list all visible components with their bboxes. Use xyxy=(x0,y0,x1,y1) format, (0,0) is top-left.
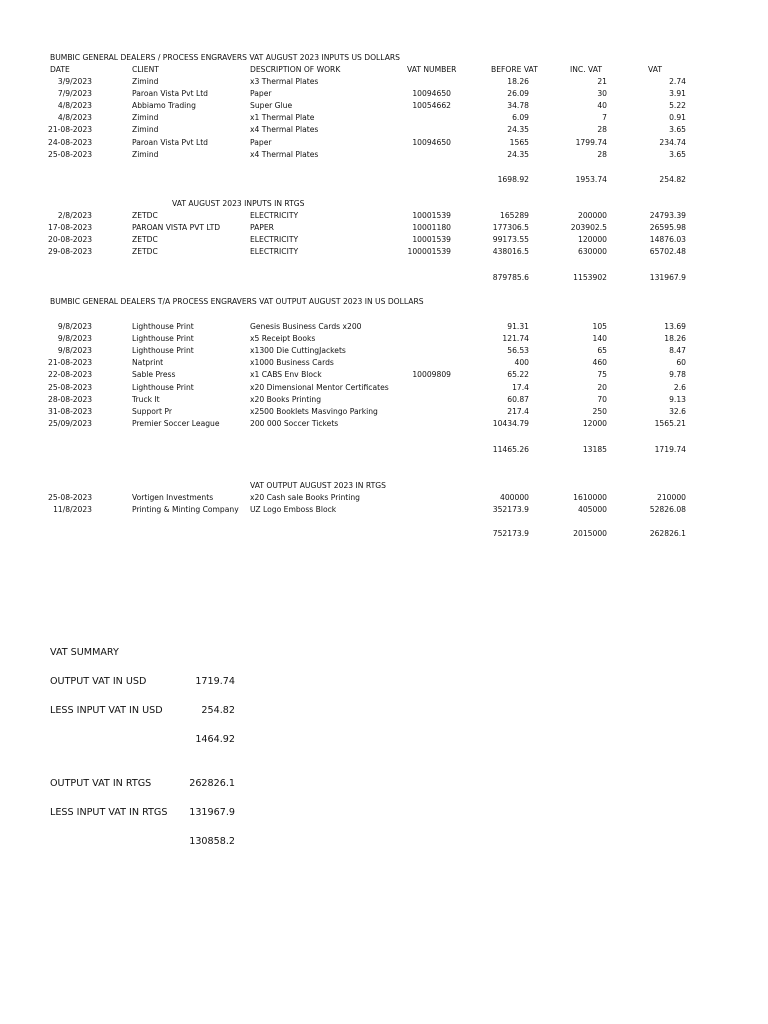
before-vat-cell: 91.31 xyxy=(507,322,529,331)
total-cell: 1953.74 xyxy=(575,175,607,184)
vat-number-cell: 10009809 xyxy=(412,370,451,380)
client-cell: Zimind xyxy=(132,113,159,123)
date-cell: 17-08-2023 xyxy=(48,223,93,233)
section-title-rtgs-output: VAT OUTPUT AUGUST 2023 IN RTGS xyxy=(250,481,386,490)
description-cell: 200 000 Soccer Tickets xyxy=(250,418,339,428)
before-vat-cell: 165289 xyxy=(500,211,529,220)
before-vat-cell: 24.35 xyxy=(507,125,529,135)
date-cell: 31-08-2023 xyxy=(48,406,93,416)
usd-input-label: LESS INPUT VAT IN USD xyxy=(50,705,163,716)
date-cell: 4/8/2023 xyxy=(57,101,92,111)
client-cell: Lighthouse Print xyxy=(132,382,194,392)
before-vat-cell: 121.74 xyxy=(502,334,529,344)
date-cell: 28-08-2023 xyxy=(48,394,93,404)
description-cell: x1 CABS Env Block xyxy=(250,370,322,380)
before-vat-cell: 217.4 xyxy=(507,406,529,416)
vat-cell: 60 xyxy=(676,358,686,368)
date-cell: 22-08-2023 xyxy=(48,370,93,380)
description-cell: ELECTRICITY xyxy=(250,211,299,220)
usd-net-value: 1464.92 xyxy=(195,734,235,745)
inc-vat-cell: 250 xyxy=(592,406,607,416)
description-cell: x1 Thermal Plate xyxy=(250,113,315,123)
before-vat-cell: 60.87 xyxy=(507,394,529,404)
client-cell: Printing & Minting Company xyxy=(132,505,239,515)
vat-number-cell: 10001539 xyxy=(412,235,451,245)
inc-vat-cell: 28 xyxy=(597,125,607,135)
column-header: CLIENT xyxy=(132,65,159,74)
total-cell: 879785.6 xyxy=(492,273,529,282)
inc-vat-cell: 120000 xyxy=(578,235,607,245)
vat-cell: 14876.03 xyxy=(649,235,686,245)
total-cell: 262826.1 xyxy=(649,529,686,538)
rtgs-output-value: 262826.1 xyxy=(189,778,235,789)
before-vat-cell: 177306.5 xyxy=(492,223,529,233)
date-cell: 3/9/2023 xyxy=(57,77,92,86)
vat-cell: 3.65 xyxy=(669,125,686,135)
client-cell: ZETDC xyxy=(132,211,158,220)
date-cell: 25-08-2023 xyxy=(48,493,93,502)
total-cell: 254.82 xyxy=(659,175,686,184)
vat-cell: 0.91 xyxy=(669,113,686,123)
before-vat-cell: 34.78 xyxy=(507,101,529,111)
client-cell: Natprint xyxy=(132,358,164,368)
inc-vat-cell: 140 xyxy=(592,334,607,344)
client-cell: Truck It xyxy=(132,394,160,404)
vat-number-cell: 10001539 xyxy=(412,211,451,220)
date-cell: 24-08-2023 xyxy=(48,137,93,147)
total-cell: 13185 xyxy=(582,445,607,454)
description-cell: Genesis Business Cards x200 xyxy=(250,322,362,331)
vat-cell: 3.91 xyxy=(669,89,686,99)
client-cell: Sable Press xyxy=(132,370,176,380)
inc-vat-cell: 12000 xyxy=(582,418,607,428)
inc-vat-cell: 1799.74 xyxy=(575,137,607,147)
client-cell: ZETDC xyxy=(132,235,158,245)
date-cell: 21-08-2023 xyxy=(48,358,93,368)
vat-cell: 2.74 xyxy=(669,77,686,86)
inc-vat-cell: 7 xyxy=(602,113,607,123)
before-vat-cell: 6.09 xyxy=(512,113,529,123)
date-cell: 4/8/2023 xyxy=(57,113,92,123)
date-cell: 25-08-2023 xyxy=(48,382,93,392)
inc-vat-cell: 105 xyxy=(592,322,607,331)
vat-cell: 13.69 xyxy=(664,322,686,331)
inc-vat-cell: 203902.5 xyxy=(570,223,607,233)
date-cell: 9/8/2023 xyxy=(57,322,92,331)
client-cell: Premier Soccer League xyxy=(132,418,220,428)
description-cell: x20 Dimensional Mentor Certificates xyxy=(250,382,389,392)
vat-number-cell: 10054662 xyxy=(412,101,451,111)
usd-input-value: 254.82 xyxy=(201,705,235,716)
vat-cell: 52826.08 xyxy=(649,505,686,515)
inc-vat-cell: 630000 xyxy=(578,247,607,257)
description-cell: x1000 Business Cards xyxy=(250,358,334,368)
description-cell: ELECTRICITY xyxy=(250,235,299,245)
client-cell: Lighthouse Print xyxy=(132,346,194,356)
before-vat-cell: 24.35 xyxy=(507,149,529,159)
description-cell: x20 Books Printing xyxy=(250,394,322,404)
date-cell: 9/8/2023 xyxy=(57,334,92,344)
column-header: VAT xyxy=(648,65,662,74)
inc-vat-cell: 65 xyxy=(597,346,607,356)
vat-cell: 32.6 xyxy=(669,406,686,416)
inc-vat-cell: 30 xyxy=(597,89,607,99)
usd-output-label: OUTPUT VAT IN USD xyxy=(50,676,147,687)
column-header: VAT NUMBER xyxy=(407,65,457,74)
description-cell: Paper xyxy=(250,89,272,99)
description-cell: ELECTRICITY xyxy=(250,247,299,257)
date-cell: 9/8/2023 xyxy=(57,346,92,356)
before-vat-cell: 99173.55 xyxy=(492,235,529,245)
column-header: DESCRIPTION OF WORK xyxy=(250,65,341,74)
section-title-usd-inputs: BUMBIC GENERAL DEALERS / PROCESS ENGRAVERS VAT AUGUST 2023 INPUTS US DOLLARS xyxy=(50,53,400,62)
date-cell: 11/8/2023 xyxy=(53,505,92,515)
description-cell: x4 Thermal Plates xyxy=(250,125,319,135)
total-cell: 1153902 xyxy=(573,273,607,282)
before-vat-cell: 10434.79 xyxy=(492,418,529,428)
total-cell: 752173.9 xyxy=(492,529,529,538)
column-header: BEFORE VAT xyxy=(491,65,538,74)
before-vat-cell: 438016.5 xyxy=(492,247,529,257)
before-vat-cell: 400000 xyxy=(500,493,529,502)
before-vat-cell: 1565 xyxy=(509,137,529,147)
date-cell: 2/8/2023 xyxy=(57,211,92,220)
client-cell: Paroan Vista Pvt Ltd xyxy=(132,137,209,147)
inc-vat-cell: 70 xyxy=(597,394,607,404)
rtgs-input-value: 131967.9 xyxy=(189,807,235,818)
client-cell: Abbiamo Trading xyxy=(132,101,196,111)
description-cell: x1300 Die CuttingJackets xyxy=(250,346,346,356)
inc-vat-cell: 40 xyxy=(597,101,607,111)
client-cell: Paroan Vista Pvt Ltd xyxy=(132,89,209,99)
before-vat-cell: 56.53 xyxy=(507,346,529,356)
total-cell: 1698.92 xyxy=(497,175,529,184)
inc-vat-cell: 20 xyxy=(597,382,607,392)
date-cell: 20-08-2023 xyxy=(48,235,93,245)
before-vat-cell: 18.26 xyxy=(507,77,529,86)
client-cell: Zimind xyxy=(132,77,159,86)
inc-vat-cell: 21 xyxy=(597,77,607,86)
date-cell: 29-08-2023 xyxy=(48,247,93,257)
total-cell: 2015000 xyxy=(573,529,607,538)
vat-number-cell: 10094650 xyxy=(412,137,451,147)
vat-number-cell: 100001539 xyxy=(407,247,451,257)
date-cell: 25/09/2023 xyxy=(48,418,92,428)
description-cell: x5 Receipt Books xyxy=(250,334,316,344)
vat-cell: 8.47 xyxy=(669,346,686,356)
vat-cell: 65702.48 xyxy=(649,247,686,257)
vat-cell: 2.6 xyxy=(673,382,686,392)
vat-cell: 3.65 xyxy=(669,149,686,159)
before-vat-cell: 400 xyxy=(514,358,529,368)
description-cell: Super Glue xyxy=(250,101,293,111)
inc-vat-cell: 75 xyxy=(597,370,607,380)
description-cell: x3 Thermal Plates xyxy=(250,77,319,86)
description-cell: x20 Cash sale Books Printing xyxy=(250,493,360,502)
date-cell: 21-08-2023 xyxy=(48,125,93,135)
description-cell: UZ Logo Emboss Block xyxy=(250,505,337,515)
vat-cell: 234.74 xyxy=(659,137,686,147)
description-cell: Paper xyxy=(250,137,272,147)
usd-output-value: 1719.74 xyxy=(195,676,235,687)
client-cell: Vortigen Investments xyxy=(132,493,214,502)
before-vat-cell: 26.09 xyxy=(507,89,529,99)
column-header: INC. VAT xyxy=(570,65,603,74)
inc-vat-cell: 28 xyxy=(597,149,607,159)
inc-vat-cell: 460 xyxy=(592,358,607,368)
vat-number-cell: 10001180 xyxy=(412,223,451,233)
description-cell: PAPER xyxy=(250,223,274,233)
before-vat-cell: 352173.9 xyxy=(492,505,529,515)
vat-cell: 1565.21 xyxy=(654,418,686,428)
rtgs-net-value: 130858.2 xyxy=(189,836,235,847)
inc-vat-cell: 1610000 xyxy=(573,493,607,502)
section-title-rtgs-inputs: VAT AUGUST 2023 INPUTS IN RTGS xyxy=(172,199,305,208)
inc-vat-cell: 200000 xyxy=(578,211,607,220)
summary-title: VAT SUMMARY xyxy=(50,647,119,658)
vat-cell: 5.22 xyxy=(669,101,686,111)
client-cell: Lighthouse Print xyxy=(132,322,194,331)
total-cell: 1719.74 xyxy=(654,445,686,454)
before-vat-cell: 17.4 xyxy=(512,382,529,392)
vat-cell: 210000 xyxy=(657,493,686,502)
rtgs-output-label: OUTPUT VAT IN RTGS xyxy=(50,778,152,789)
client-cell: Zimind xyxy=(132,149,159,159)
date-cell: 7/9/2023 xyxy=(57,89,92,99)
column-header: DATE xyxy=(50,65,70,74)
rtgs-input-label: LESS INPUT VAT IN RTGS xyxy=(50,807,168,818)
inc-vat-cell: 405000 xyxy=(578,505,607,515)
vat-number-cell: 10094650 xyxy=(412,89,451,99)
total-cell: 11465.26 xyxy=(492,445,529,454)
vat-cell: 26595.98 xyxy=(649,223,686,233)
description-cell: x4 Thermal Plates xyxy=(250,149,319,159)
vat-cell: 18.26 xyxy=(664,334,686,344)
description-cell: x2500 Booklets Masvingo Parking xyxy=(250,406,378,416)
section-title-usd-output: BUMBIC GENERAL DEALERS T/A PROCESS ENGRAVERS VAT OUTPUT AUGUST 2023 IN US DOLLARS xyxy=(50,297,424,306)
before-vat-cell: 65.22 xyxy=(507,370,529,380)
client-cell: Zimind xyxy=(132,125,159,135)
date-cell: 25-08-2023 xyxy=(48,149,93,159)
total-cell: 131967.9 xyxy=(649,273,686,282)
client-cell: Support Pr xyxy=(132,406,173,416)
vat-cell: 24793.39 xyxy=(649,211,686,220)
client-cell: PAROAN VISTA PVT LTD xyxy=(132,223,221,233)
vat-cell: 9.78 xyxy=(669,370,686,380)
client-cell: Lighthouse Print xyxy=(132,334,194,344)
vat-cell: 9.13 xyxy=(669,394,686,404)
client-cell: ZETDC xyxy=(132,247,158,257)
